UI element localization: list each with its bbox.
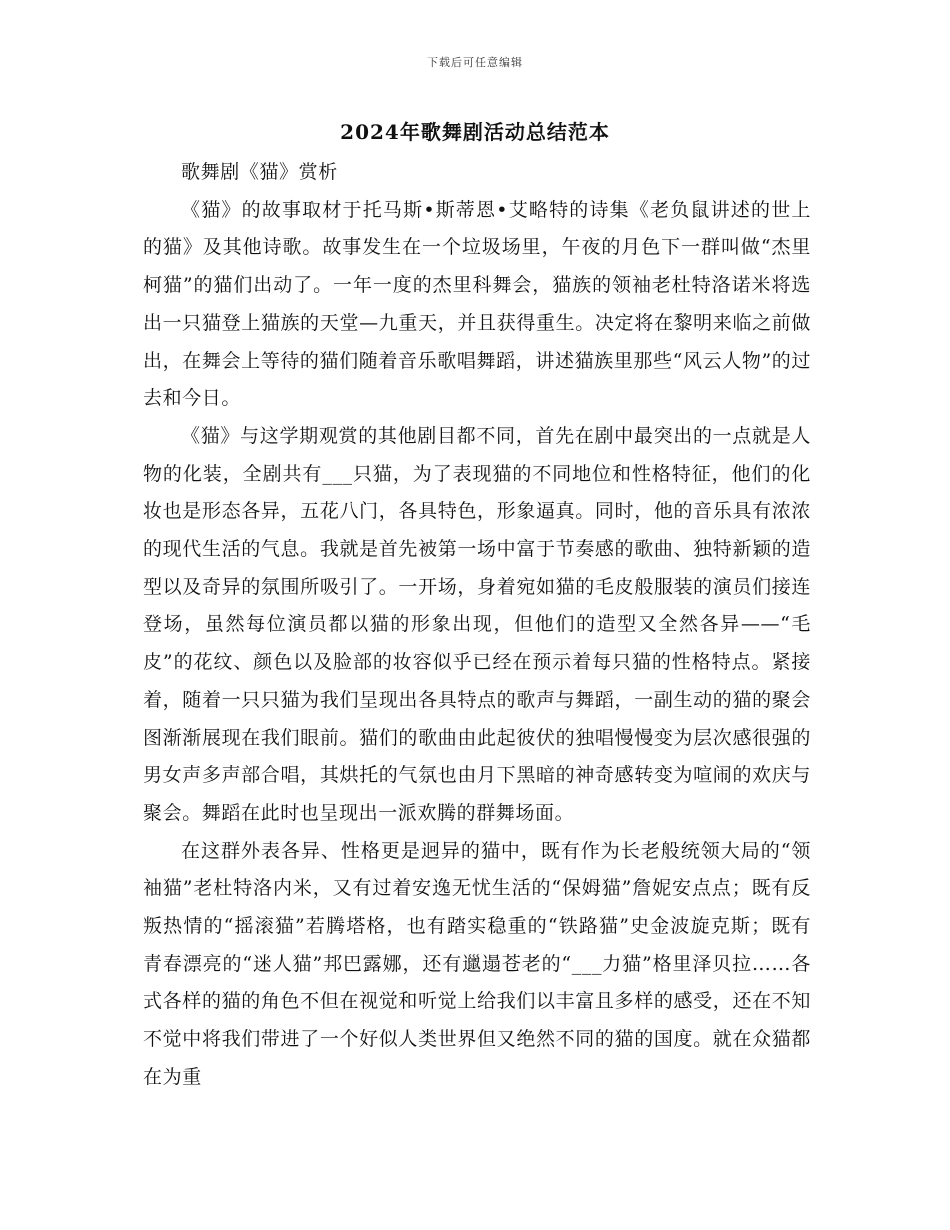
section-subtitle: 歌舞剧《猫》赏析 xyxy=(181,161,338,183)
header-note: 下载后可任意编辑 xyxy=(427,56,523,69)
paragraph: 《猫》与这学期观赏的其他剧目都不同，首先在剧中最突出的一点就是人物的化装，全剧共有___只猫，为了表现猫的不同地位和性格特征，他们的化妆也是形态各异，五花八门，各具特色，形象逼真。同时，他的音乐具有浓浓的现代生活的气息。我就是首先被第一场中富于节奏感的歌曲、独特新颖的造型以及奇异的氛围所吸引了。一开场，身着宛如猫的毛皮般服装的演员们接连登场，虽然每位演员都以猫的形象出现，但他们的造型又全然各异——“毛皮”的花纹、颜色以及脸部的妆容似乎已经在预示着每只猫的性格特点。紧接着，随着一只只猫为我们呈现出各具特点的歌声与舞蹈，一副生动的猫的聚会图渐渐展现在我们眼前。猫们的歌曲由此起彼伏的独唱慢慢变为层次感很强的男女声多声部合唱，其烘托的气氛也由月下黑暗的神奇感转变为喧闹的欢庆与聚会。舞蹈在此时也呈现出一派欢腾的群舞场面。 xyxy=(143,424,811,824)
document-title: 2024年歌舞剧活动总结范本 xyxy=(340,120,610,144)
document-body xyxy=(143,154,811,1097)
paragraph: 《猫》的故事取材于托马斯•斯蒂恩•艾略特的诗集《老负鼠讲述的世上的猫》及其他诗歌。故事发生在一个垃圾场里，午夜的月色下一群叫做“杰里柯猫”的猫们出动了。一年一度的杰里科舞会，猫族的领袖老杜特洛诺米将选出一只猫登上猫族的天堂—九重天，并且获得重生。决定将在黎明来临之前做出，在舞会上等待的猫们随着音乐歌唱舞蹈，讲述猫族里那些“风云人物”的过去和今日。 xyxy=(143,198,811,410)
paragraph: 在这群外表各异、性格更是迥异的猫中，既有作为长老般统领大局的“领袖猫”老杜特洛内米，又有过着安逸无忧生活的“保姆猫”詹妮安点点；既有反叛热情的“摇滚猫”若腾塔格，也有踏实稳重的“铁路猫”史金波旋克斯；既有青春漂亮的“迷人猫”邦巴露娜，还有邋遢苍老的“___力猫”格里泽贝拉……各式各样的猫的角色不但在视觉和听觉上给我们以丰富且多样的感受，还在不知不觉中将我们带进了一个好似人类世界但又绝然不同的猫的国度。就在众猫都在为重 xyxy=(143,839,811,1088)
